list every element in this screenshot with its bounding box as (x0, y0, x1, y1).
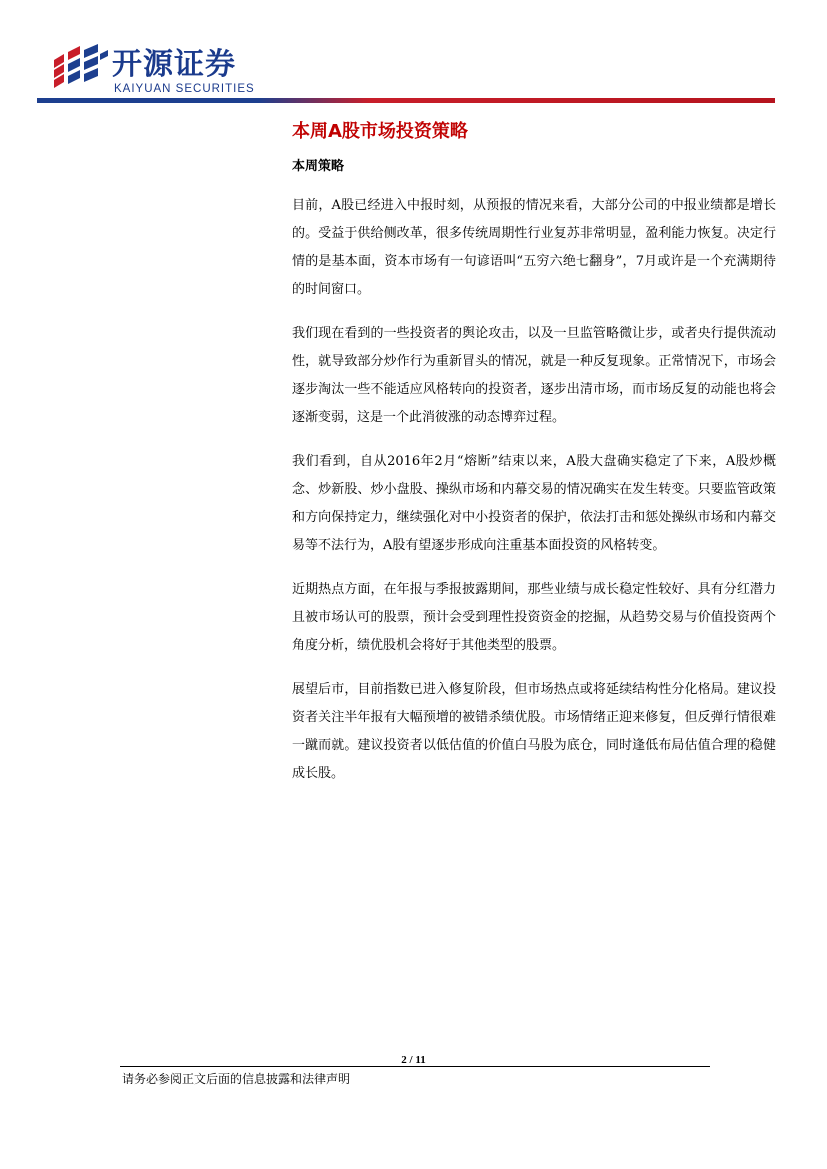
footer-disclaimer: 请务必参阅正文后面的信息披露和法律声明 (122, 1072, 351, 1086)
paragraph: 我们现在看到的一些投资者的舆论攻击，以及一旦监管略微让步，或者央行提供流动性，就导致部分炒作行为重新冒头的情况，就是一种反复现象。正常情况下，市场会逐步淘汰一些不能适应风格转向的投资者，逐步出清市场，而市场反复的动能也将会逐渐变弱，这是一个此消彼涨的动态博弈过程。 (292, 326, 776, 425)
paragraph: 我们看到，自从2016年2月“熔断”结束以来，A股大盘确实稳定了下来，A股炒概念、炒新股、炒小盘股、操纵市场和内幕交易的情况确实在发生转变。只要监管政策和方向保持定力，继续强化对中小投资者的保护，依法打击和惩处操纵市场和内幕交易等不法行为，A股有望逐步形成向注重基本面投资的风格转变。 (292, 454, 776, 553)
article-body (292, 112, 776, 788)
kaiyuan-logo-icon (50, 42, 112, 92)
header-divider (37, 98, 775, 103)
brand-name-en: KAIYUAN SECURITIES (114, 83, 255, 95)
footer-divider (120, 1066, 710, 1067)
paragraph: 近期热点方面，在年报与季报披露期间，那些业绩与成长稳定性较好、具有分红潜力且被市场认可的股票，预计会受到理性投资资金的挖掘，从趋势交易与价值投资两个角度分析，绩优股机会将好于其他类型的股票。 (292, 582, 776, 653)
page-number: 2 / 11 (401, 1054, 426, 1066)
paragraph: 展望后市，目前指数已进入修复阶段，但市场热点或将延续结构性分化格局。建议投资者关注半年报有大幅预增的被错杀绩优股。市场情绪正迎来修复，但反弹行情很难一蹴而就。建议投资者以低估值的价值白马股为底仓，同时逢低布局估值合理的稳健成长股。 (292, 682, 776, 781)
paragraph: 目前，A股已经进入中报时刻，从预报的情况来看，大部分公司的中报业绩都是增长的。受益于供给侧改革，很多传统周期性行业复苏非常明显，盈利能力恢复。决定行情的是基本面，资本市场有一句谚语叫“五穷六绝七翻身”，7月或许是一个充满期待的时间窗口。 (292, 198, 776, 297)
page-title: 本周A股市场投资策略 (292, 121, 468, 142)
brand-name-cn: 开源证券 (112, 47, 236, 82)
section-heading: 本周策略 (292, 159, 345, 174)
page-header (50, 42, 780, 104)
